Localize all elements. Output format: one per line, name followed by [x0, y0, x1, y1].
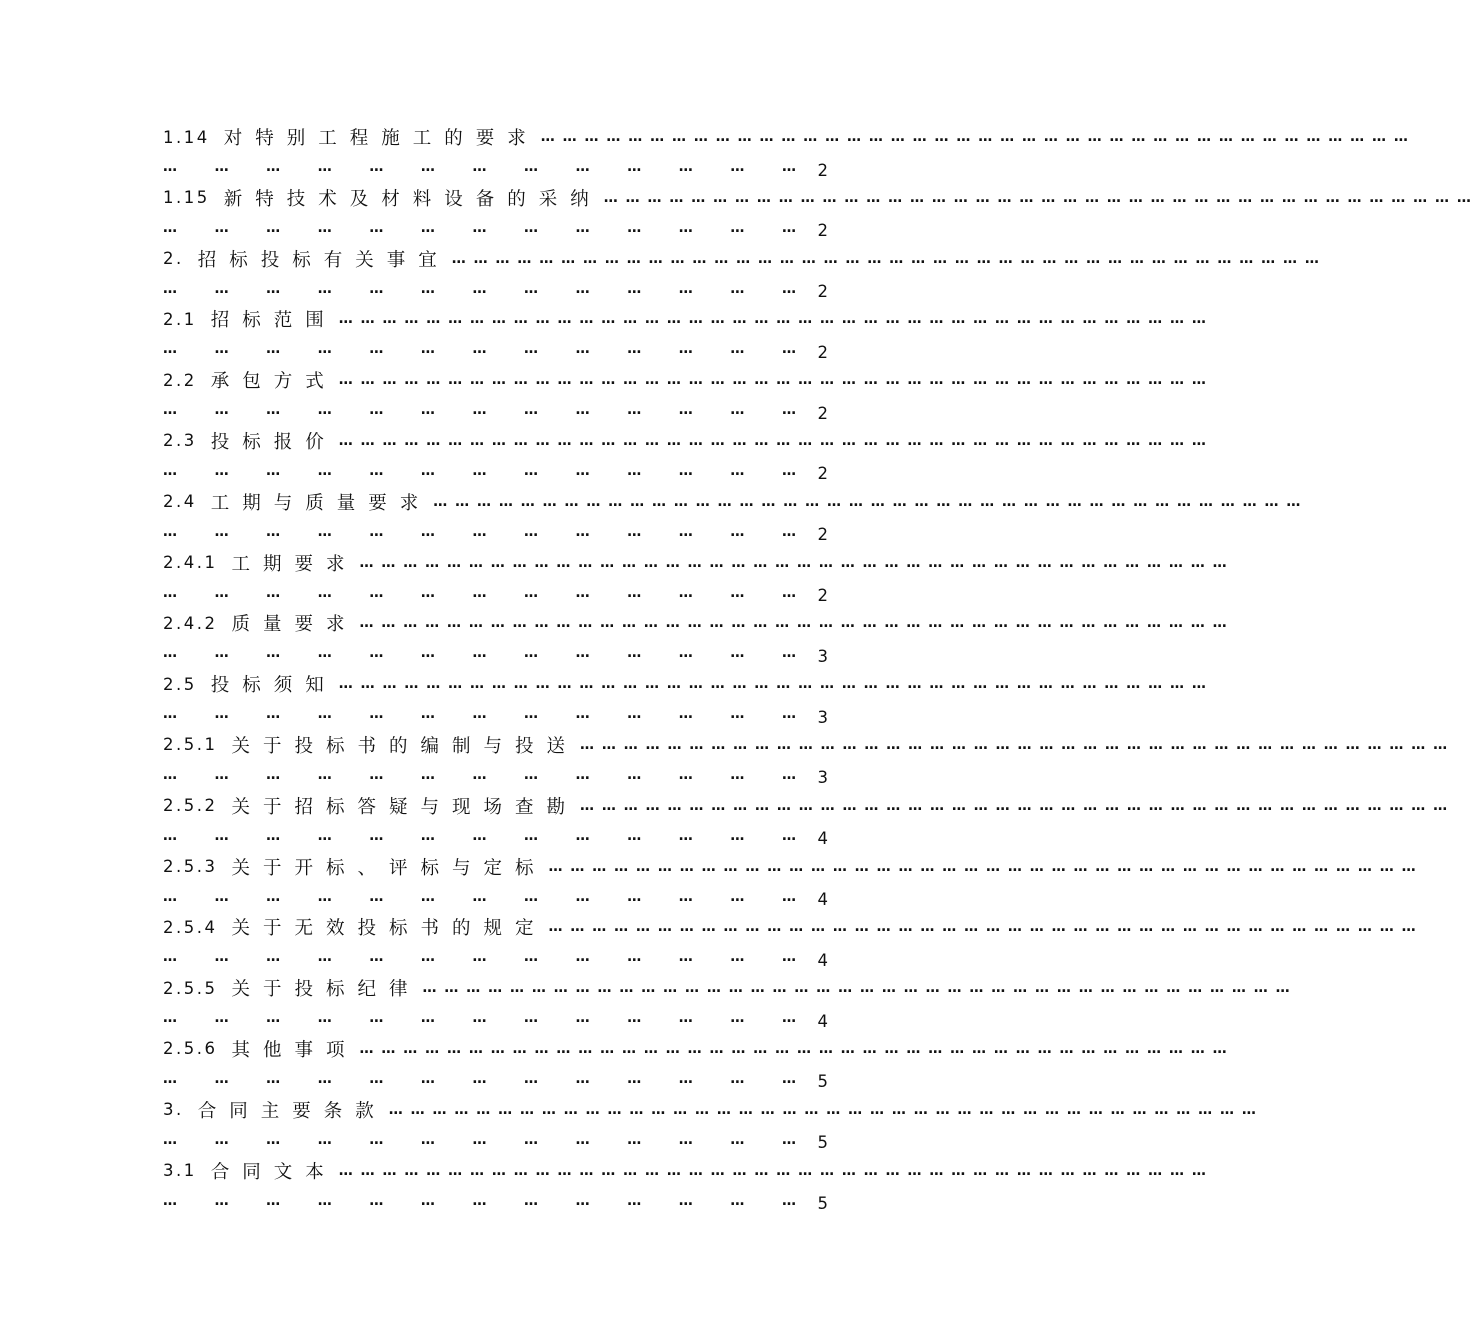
toc-entry-page-line	[163, 1003, 828, 1033]
toc-entry-page-line	[163, 213, 828, 243]
toc-entry-page-number: 2	[817, 464, 828, 484]
toc-dot-leader: … … … … … … … … … … … … …	[163, 341, 796, 358]
toc-entry	[163, 669, 1208, 730]
toc-entry-page-line	[163, 699, 828, 729]
toc-dot-leader: … … … … … … … … … … … … … … … … … … … … … … … … … … … … … … … … … … … … … … … …	[338, 676, 1208, 693]
toc-entry	[163, 183, 1472, 244]
toc-entry-title: 其他事项	[231, 1039, 358, 1061]
toc-dot-leader: … … … … … … … … … … … … …	[163, 827, 796, 844]
toc-entry-heading-line	[163, 791, 1449, 821]
toc-entry-page-line	[163, 395, 828, 425]
toc-entry	[163, 304, 1208, 365]
toc-entry-page-line	[163, 578, 828, 608]
toc-entry-title: 合同文本	[210, 1161, 337, 1183]
toc-entry-title: 招标范围	[210, 310, 337, 332]
table-of-contents	[163, 122, 1472, 1216]
toc-dot-leader: … … … … … … … … … … … … …	[163, 462, 796, 479]
toc-entry-page-number: 3	[817, 646, 828, 666]
toc-entry-number: 2.5.3	[163, 857, 218, 877]
toc-entry	[163, 791, 1449, 852]
toc-dot-leader: … … … … … … … … … … … … …	[163, 706, 796, 723]
toc-entry	[163, 1156, 1208, 1217]
toc-dot-leader: … … … … … … … … … … … … … … … … … … … … … … … … … … … … … … … … … … … … … … … …	[580, 797, 1449, 814]
toc-entry	[163, 852, 1418, 913]
toc-entry	[163, 426, 1208, 487]
toc-entry-heading-line	[163, 122, 1410, 152]
toc-entry-title: 关于无效投标书的规定	[231, 918, 547, 940]
toc-entry-page-line	[163, 334, 828, 364]
toc-entry-title: 工期要求	[231, 553, 358, 575]
toc-entry	[163, 608, 1229, 669]
toc-dot-leader: … … … … … … … … … … … … … … … … … … … … … … … … … … … … … … … … … … … … … … … …	[359, 1040, 1229, 1057]
toc-dot-leader: … … … … … … … … … … … … …	[163, 949, 796, 966]
toc-entry	[163, 730, 1449, 791]
toc-entry-number: 2.2	[163, 370, 197, 390]
toc-entry-page-number: 5	[817, 1133, 828, 1153]
toc-entry-heading-line	[163, 183, 1472, 213]
toc-entry-page-line	[163, 942, 828, 972]
toc-dot-leader: … … … … … … … … … … … … …	[163, 888, 796, 905]
toc-entry-page-number: 2	[817, 342, 828, 362]
toc-entry-page-number: 4	[817, 950, 828, 970]
toc-entry-number: 3.	[163, 1100, 184, 1120]
toc-entry-title: 工期与质量要求	[210, 492, 432, 514]
toc-entry-page-number: 2	[817, 525, 828, 545]
toc-dot-leader: … … … … … … … … … … … … … … … … … … … … … … … … … … … … … … … … … … … … … … … …	[338, 1162, 1208, 1179]
toc-dot-leader: … … … … … … … … … … … … … … … … … … … … … … … … … … … … … … … … … … … … … … … …	[338, 311, 1208, 328]
toc-entry-heading-line	[163, 973, 1292, 1003]
toc-entry-page-number: 2	[817, 221, 828, 241]
toc-entry-page-line	[163, 821, 828, 851]
toc-entry-page-line	[163, 882, 828, 912]
toc-entry	[163, 365, 1208, 426]
toc-dot-leader: … … … … … … … … … … … … … … … … … … … … … … … … … … … … … … … … … … … … … … … …	[433, 493, 1302, 510]
toc-entry-page-line	[163, 517, 828, 547]
toc-entry-number: 2.5.6	[163, 1039, 218, 1059]
toc-entry	[163, 973, 1292, 1034]
toc-dot-leader: … … … … … … … … … … … … … … … … … … … … … … … … … … … … … … … … … … … … … … … …	[548, 858, 1418, 875]
toc-entry-title: 投标报价	[210, 431, 337, 453]
toc-entry-title: 关于开标、评标与定标	[231, 857, 547, 879]
toc-dot-leader: … … … … … … … … … … … … …	[163, 523, 796, 540]
toc-entry-title: 新特技术及材料设备的采纳	[223, 188, 602, 210]
toc-entry-heading-line	[163, 1156, 1208, 1186]
toc-entry-page-number: 4	[817, 1011, 828, 1031]
toc-entry-page-line	[163, 760, 828, 790]
toc-dot-leader: … … … … … … … … … … … … …	[163, 645, 796, 662]
toc-entry-page-number: 4	[817, 890, 828, 910]
toc-entry	[163, 1095, 1258, 1156]
toc-entry-number: 3.1	[163, 1161, 197, 1181]
toc-entry-number: 2.5	[163, 674, 197, 694]
toc-entry-page-line	[163, 274, 828, 304]
toc-entry-number: 2.1	[163, 309, 197, 329]
toc-entry-heading-line	[163, 304, 1208, 334]
toc-entry-number: 2.	[163, 249, 184, 269]
toc-dot-leader: … … … … … … … … … … … … … … … … … … … … … … … … … … … … … … … … … … … … … … … …	[451, 250, 1321, 267]
toc-entry-page-number: 4	[817, 829, 828, 849]
toc-dot-leader: … … … … … … … … … … … … …	[163, 402, 796, 419]
toc-entry-page-number: 2	[817, 282, 828, 302]
toc-entry-heading-line	[163, 244, 1321, 274]
toc-dot-leader: … … … … … … … … … … … … … … … … … … … … … … … … … … … … … … … … … … … … … … … …	[338, 372, 1208, 389]
toc-entry	[163, 912, 1418, 973]
toc-entry-page-number: 2	[817, 160, 828, 180]
toc-entry-title: 承包方式	[210, 371, 337, 393]
toc-dot-leader: … … … … … … … … … … … … … … … … … … … … … … … … … … … … … … … … … … … … … … … …	[388, 1101, 1258, 1118]
toc-dot-leader: … … … … … … … … … … … … …	[163, 159, 796, 175]
toc-entry-page-line	[163, 456, 828, 486]
toc-entry-title: 投标须知	[210, 675, 337, 697]
toc-entry-title: 招标投标有关事宜	[197, 249, 450, 271]
toc-entry-heading-line	[163, 852, 1418, 882]
toc-dot-leader: … … … … … … … … … … … … … … … … … … … … … … … … … … … … … … … … … … … … … … … …	[540, 129, 1410, 145]
toc-dot-leader: … … … … … … … … … … … … … … … … … … … … … … … … … … … … … … … … … … … … … … … …	[580, 736, 1449, 753]
toc-dot-leader: … … … … … … … … … … … … …	[163, 219, 796, 236]
toc-entry-heading-line	[163, 487, 1302, 517]
toc-entry-page-line	[163, 152, 828, 182]
toc-entry-number: 2.4	[163, 492, 197, 512]
toc-entry-page-number: 3	[817, 707, 828, 727]
toc-dot-leader: … … … … … … … … … … … … … … … … … … … … … … … … … … … … … … … … … … … … … … … …	[359, 554, 1229, 571]
toc-dot-leader: … … … … … … … … … … … … …	[163, 766, 796, 783]
toc-entry-heading-line	[163, 426, 1208, 456]
toc-entry	[163, 548, 1229, 609]
toc-entry-page-number: 5	[817, 1072, 828, 1092]
toc-entry-title: 合同主要条款	[197, 1100, 387, 1122]
toc-entry	[163, 122, 1410, 183]
toc-entry-page-line	[163, 1064, 828, 1094]
toc-dot-leader: … … … … … … … … … … … … …	[163, 1131, 796, 1148]
toc-dot-leader: … … … … … … … … … … … … … … … … … … … … … … … … … … … … … … … … … … … … … … … …	[603, 189, 1472, 206]
toc-entry-title: 关于招标答疑与现场查勘	[231, 796, 578, 818]
toc-entry-number: 2.5.5	[163, 978, 218, 998]
toc-dot-leader: … … … … … … … … … … … … …	[163, 280, 796, 297]
toc-entry-heading-line	[163, 669, 1208, 699]
toc-entry-page-line	[163, 1186, 828, 1216]
toc-entry	[163, 1034, 1229, 1095]
toc-entry-page-number: 2	[817, 403, 828, 423]
toc-entry-title: 质量要求	[231, 614, 358, 636]
toc-entry-page-number: 3	[817, 768, 828, 788]
toc-entry-heading-line	[163, 608, 1229, 638]
toc-entry-page-line	[163, 638, 828, 668]
toc-entry-page-number: 2	[817, 586, 828, 606]
toc-dot-leader: … … … … … … … … … … … … … … … … … … … … … … … … … … … … … … … … … … … … … … … …	[548, 919, 1418, 936]
toc-entry	[163, 487, 1302, 548]
toc-dot-leader: … … … … … … … … … … … … …	[163, 1070, 796, 1087]
toc-entry-number: 2.4.2	[163, 613, 218, 633]
toc-entry-page-line	[163, 1125, 828, 1155]
toc-entry-heading-line	[163, 365, 1208, 395]
toc-entry-heading-line	[163, 912, 1418, 942]
toc-entry	[163, 244, 1321, 305]
toc-dot-leader: … … … … … … … … … … … … … … … … … … … … … … … … … … … … … … … … … … … … … … … …	[359, 615, 1229, 632]
toc-entry-number: 2.5.2	[163, 796, 218, 816]
toc-entry-number: 2.5.4	[163, 917, 218, 937]
toc-dot-leader: … … … … … … … … … … … … …	[163, 584, 796, 601]
toc-entry-title: 关于投标书的编制与投送	[231, 735, 578, 757]
toc-dot-leader: … … … … … … … … … … … … …	[163, 1192, 796, 1209]
toc-entry-heading-line	[163, 1095, 1258, 1125]
toc-entry-number: 2.5.1	[163, 735, 218, 755]
toc-entry-heading-line	[163, 548, 1229, 578]
toc-entry-title: 关于投标纪律	[231, 979, 421, 1001]
toc-entry-page-number: 5	[817, 1194, 828, 1214]
toc-entry-number: 1.14	[163, 127, 210, 147]
toc-entry-title: 对特别工程施工的要求	[223, 128, 539, 149]
toc-entry-number: 2.4.1	[163, 553, 218, 573]
toc-entry-heading-line	[163, 730, 1449, 760]
toc-dot-leader: … … … … … … … … … … … … … … … … … … … … … … … … … … … … … … … … … … … … … … … …	[338, 432, 1208, 449]
toc-entry-heading-line	[163, 1034, 1229, 1064]
toc-entry-number: 2.3	[163, 431, 197, 451]
toc-entry-number: 1.15	[163, 188, 210, 208]
toc-dot-leader: … … … … … … … … … … … … … … … … … … … … … … … … … … … … … … … … … … … … … … … …	[422, 980, 1292, 997]
toc-dot-leader: … … … … … … … … … … … … …	[163, 1010, 796, 1027]
